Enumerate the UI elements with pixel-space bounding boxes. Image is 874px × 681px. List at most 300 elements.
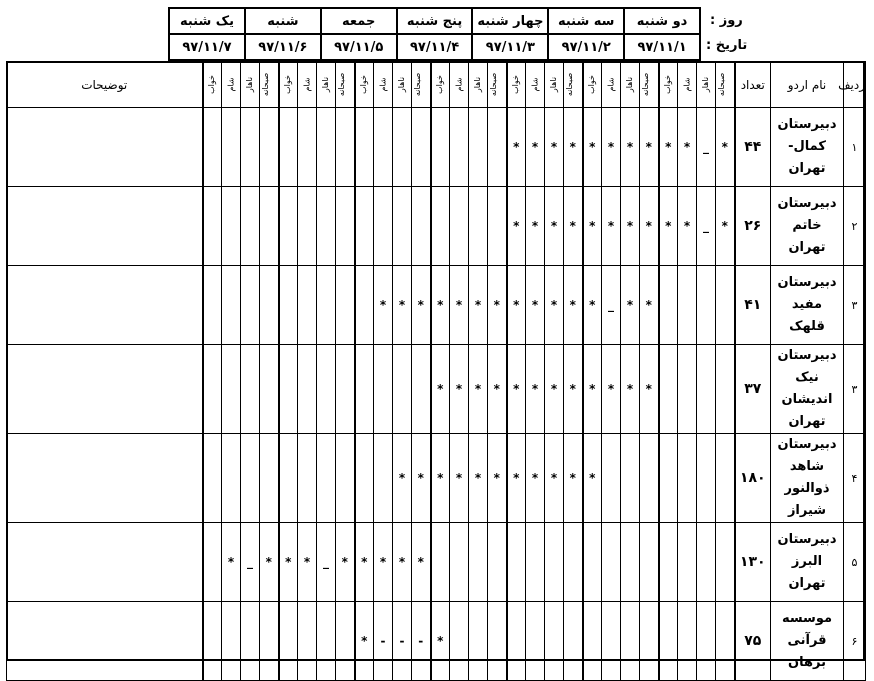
day-date: ۹۷/۱۱/۶ — [245, 34, 321, 60]
meal-mark — [716, 523, 735, 602]
meal-mark — [678, 345, 697, 434]
meal-mark — [450, 108, 469, 187]
camp-name: دبیرستان مفید قلهک — [771, 266, 844, 345]
meal-mark — [241, 434, 260, 523]
day-date: ۹۷/۱۱/۴ — [397, 34, 473, 60]
meal-mark — [697, 523, 716, 602]
camp-name: موسسه قرآنی برهان — [771, 602, 844, 681]
meal-mark — [678, 602, 697, 681]
meal-mark — [241, 345, 260, 434]
meal-header — [469, 62, 488, 108]
meal-header — [412, 62, 431, 108]
meal-mark: * — [355, 523, 374, 602]
meal-header-label: شام — [682, 77, 692, 92]
table-row — [7, 434, 866, 523]
day-names-row — [169, 8, 700, 34]
row-number: ۴ — [844, 434, 866, 523]
meal-mark: * — [659, 187, 678, 266]
meal-header — [583, 62, 602, 108]
meal-header-label: صبحانه — [641, 72, 651, 97]
meal-mark: _ — [697, 108, 716, 187]
meal-mark — [317, 345, 336, 434]
meal-mark — [203, 266, 222, 345]
meal-mark: * — [640, 345, 659, 434]
meal-mark: - — [374, 602, 393, 681]
meal-mark — [545, 523, 564, 602]
meal-mark: * — [583, 434, 602, 523]
day-name: یک شنبه — [169, 8, 245, 34]
meal-mark — [222, 602, 241, 681]
meal-mark — [298, 345, 317, 434]
meal-mark — [374, 108, 393, 187]
meal-mark — [659, 602, 678, 681]
meal-mark — [431, 108, 450, 187]
meal-mark — [412, 187, 431, 266]
participant-count: ۴۱ — [735, 266, 771, 345]
day-label: روز : — [710, 13, 743, 28]
meal-mark — [583, 523, 602, 602]
meal-mark — [279, 187, 298, 266]
meal-header-label: خواب — [511, 75, 521, 94]
meal-mark: * — [564, 434, 583, 523]
table-row — [7, 187, 866, 266]
meal-mark: _ — [241, 523, 260, 602]
camp-name: دبیرستان شاهد ذوالنور شیراز — [771, 434, 844, 523]
meal-mark — [526, 602, 545, 681]
meal-mark: * — [640, 266, 659, 345]
meal-mark — [336, 345, 355, 434]
meal-mark — [203, 187, 222, 266]
meal-mark — [469, 187, 488, 266]
meal-header — [507, 62, 526, 108]
table-row — [7, 602, 866, 681]
meal-mark: * — [469, 345, 488, 434]
meal-mark: * — [355, 602, 374, 681]
day-date-header — [168, 7, 701, 61]
meal-mark: * — [602, 345, 621, 434]
meal-header-label: خواب — [587, 75, 597, 94]
meal-mark — [222, 266, 241, 345]
meal-mark — [355, 266, 374, 345]
meal-mark: * — [279, 523, 298, 602]
meal-mark — [431, 187, 450, 266]
meal-mark: * — [545, 266, 564, 345]
meal-mark — [203, 345, 222, 434]
meal-mark — [526, 523, 545, 602]
meal-mark: * — [507, 434, 526, 523]
meal-mark — [659, 434, 678, 523]
meal-mark — [507, 602, 526, 681]
meal-mark: * — [507, 108, 526, 187]
meal-mark — [203, 108, 222, 187]
day-date: ۹۷/۱۱/۵ — [321, 34, 397, 60]
meal-mark — [241, 108, 260, 187]
meal-mark: * — [526, 266, 545, 345]
camp-name: دبیرستان خاتم تهران — [771, 187, 844, 266]
notes-cell — [7, 602, 203, 681]
meal-header-label: صبحانه — [261, 72, 271, 97]
meal-mark: * — [336, 523, 355, 602]
meal-mark: * — [450, 434, 469, 523]
meal-mark: * — [507, 266, 526, 345]
meal-mark — [716, 266, 735, 345]
table-row — [7, 266, 866, 345]
meal-mark: * — [526, 187, 545, 266]
meal-header — [317, 62, 336, 108]
meal-mark — [640, 434, 659, 523]
meal-mark — [222, 108, 241, 187]
notes-cell — [7, 108, 203, 187]
meal-mark — [317, 602, 336, 681]
meal-header — [393, 62, 412, 108]
meal-mark: * — [431, 266, 450, 345]
meal-mark — [279, 266, 298, 345]
day-name: پنج شنبه — [397, 8, 473, 34]
meal-mark — [241, 602, 260, 681]
meal-header-label: خواب — [283, 75, 293, 94]
meal-mark — [716, 434, 735, 523]
participant-count: ۱۳۰ — [735, 523, 771, 602]
day-name: شنبه — [245, 8, 321, 34]
meal-mark — [659, 266, 678, 345]
meal-mark: - — [393, 602, 412, 681]
meal-mark — [222, 187, 241, 266]
day-date: ۹۷/۱۱/۷ — [169, 34, 245, 60]
meal-mark — [488, 108, 507, 187]
meal-mark — [640, 523, 659, 602]
meal-mark — [678, 523, 697, 602]
meal-mark: * — [412, 266, 431, 345]
meal-mark: * — [716, 108, 735, 187]
dates-row — [169, 34, 700, 60]
meal-mark — [203, 523, 222, 602]
meal-header-label: صبحانه — [489, 72, 499, 97]
meal-mark — [659, 523, 678, 602]
meal-mark — [621, 523, 640, 602]
meal-mark — [336, 108, 355, 187]
meal-mark: * — [621, 108, 640, 187]
meal-mark — [222, 345, 241, 434]
meal-mark — [659, 345, 678, 434]
row-number: ۳ — [844, 266, 866, 345]
meal-mark: * — [640, 187, 659, 266]
meal-header — [431, 62, 450, 108]
count-header: تعداد — [735, 62, 771, 108]
meal-header — [640, 62, 659, 108]
meal-mark: * — [431, 434, 450, 523]
meal-mark — [545, 602, 564, 681]
meal-mark — [412, 108, 431, 187]
meal-mark: - — [412, 602, 431, 681]
meal-header — [621, 62, 640, 108]
meal-mark: * — [298, 523, 317, 602]
meal-mark — [469, 108, 488, 187]
meal-mark — [355, 187, 374, 266]
meal-mark — [279, 345, 298, 434]
meal-header-label: شام — [302, 77, 312, 92]
meal-header — [203, 62, 222, 108]
day-date: ۹۷/۱۱/۳ — [472, 34, 548, 60]
notes-cell — [7, 345, 203, 434]
participant-count: ۲۶ — [735, 187, 771, 266]
meal-mark: * — [583, 108, 602, 187]
meal-mark — [469, 523, 488, 602]
meal-mark — [488, 602, 507, 681]
day-name: دو شنبه — [624, 8, 700, 34]
meal-mark — [564, 602, 583, 681]
row-number: ۱ — [844, 108, 866, 187]
meal-mark: * — [716, 187, 735, 266]
meal-mark: * — [526, 434, 545, 523]
camp-name: دبیرستان البرز تهران — [771, 523, 844, 602]
meal-mark — [450, 602, 469, 681]
meal-mark: * — [583, 187, 602, 266]
meal-mark — [317, 108, 336, 187]
meal-mark: * — [469, 266, 488, 345]
meal-mark: * — [564, 345, 583, 434]
meal-mark — [393, 187, 412, 266]
meal-mark: * — [469, 434, 488, 523]
meal-mark: * — [507, 187, 526, 266]
notes-cell — [7, 266, 203, 345]
meal-mark — [602, 523, 621, 602]
meal-mark: * — [564, 108, 583, 187]
row-number: ۶ — [844, 602, 866, 681]
meal-mark — [298, 187, 317, 266]
table-row — [7, 523, 866, 602]
meal-header — [336, 62, 355, 108]
meal-mark: * — [526, 345, 545, 434]
meal-mark: * — [545, 108, 564, 187]
notes-header: توضیحات — [7, 62, 203, 108]
table-row — [7, 108, 866, 187]
meal-mark — [450, 187, 469, 266]
meal-mark: _ — [602, 266, 621, 345]
notes-cell — [7, 187, 203, 266]
participant-count: ۷۵ — [735, 602, 771, 681]
meal-mark: * — [640, 108, 659, 187]
meal-header — [659, 62, 678, 108]
meal-mark — [336, 187, 355, 266]
meal-mark — [374, 434, 393, 523]
meal-mark: * — [412, 523, 431, 602]
meal-mark — [317, 434, 336, 523]
meal-mark: * — [659, 108, 678, 187]
meal-mark — [355, 345, 374, 434]
day-name: چهار شنبه — [472, 8, 548, 34]
meal-mark — [317, 187, 336, 266]
meal-header — [697, 62, 716, 108]
meal-mark — [203, 434, 222, 523]
table-row — [7, 345, 866, 434]
meal-mark — [279, 602, 298, 681]
meal-mark — [279, 108, 298, 187]
day-name: سه شنبه — [548, 8, 624, 34]
meal-header-label: ناهار — [321, 76, 331, 93]
meal-mark: * — [507, 345, 526, 434]
meal-mark — [241, 187, 260, 266]
meal-mark — [716, 345, 735, 434]
meal-header-label: ناهار — [245, 76, 255, 93]
meal-mark — [298, 602, 317, 681]
meal-mark — [374, 345, 393, 434]
meal-mark: * — [545, 345, 564, 434]
meal-header — [716, 62, 735, 108]
meal-header-label: ناهار — [625, 76, 635, 93]
meal-header — [355, 62, 374, 108]
meal-mark — [374, 187, 393, 266]
meal-header — [564, 62, 583, 108]
meal-mark — [678, 266, 697, 345]
row-number: ۵ — [844, 523, 866, 602]
meal-mark — [298, 108, 317, 187]
meal-mark — [336, 602, 355, 681]
meal-mark — [393, 345, 412, 434]
camp-name: دبیرستان کمال- تهران — [771, 108, 844, 187]
notes-cell — [7, 523, 203, 602]
schedule-table — [6, 61, 866, 681]
meal-mark — [488, 187, 507, 266]
meal-header-label: صبحانه — [337, 72, 347, 97]
meal-mark — [621, 434, 640, 523]
meal-mark: * — [564, 266, 583, 345]
meal-header — [526, 62, 545, 108]
meal-header — [298, 62, 317, 108]
meal-mark: * — [393, 434, 412, 523]
meal-mark — [602, 602, 621, 681]
meal-mark — [431, 523, 450, 602]
column-header-row — [7, 62, 866, 108]
meal-mark — [222, 434, 241, 523]
meal-mark — [260, 266, 279, 345]
meal-header-label: شام — [606, 77, 616, 92]
row-number-header: ردیف — [844, 62, 866, 108]
meal-header — [450, 62, 469, 108]
meal-mark: * — [564, 187, 583, 266]
meal-mark: * — [621, 345, 640, 434]
row-number: ۲ — [844, 187, 866, 266]
meal-mark — [583, 602, 602, 681]
meal-mark — [640, 602, 659, 681]
meal-mark: * — [602, 187, 621, 266]
meal-mark: * — [431, 345, 450, 434]
meal-header — [241, 62, 260, 108]
meal-header-label: شام — [226, 77, 236, 92]
camp-name-header: نام اردو — [771, 62, 844, 108]
meal-mark — [298, 266, 317, 345]
meal-header — [602, 62, 621, 108]
meal-mark: * — [583, 266, 602, 345]
meal-mark: * — [545, 187, 564, 266]
meal-header-label: ناهار — [473, 76, 483, 93]
meal-mark — [279, 434, 298, 523]
camp-name: دبیرستان نیک اندیشان تهران — [771, 345, 844, 434]
meal-mark: * — [450, 266, 469, 345]
meal-header-label: ناهار — [701, 76, 711, 93]
meal-mark — [393, 108, 412, 187]
meal-mark — [355, 434, 374, 523]
meal-header — [488, 62, 507, 108]
notes-cell — [7, 434, 203, 523]
meal-mark — [260, 187, 279, 266]
meal-mark — [260, 602, 279, 681]
meal-mark: * — [488, 434, 507, 523]
meal-mark: * — [526, 108, 545, 187]
row-number: ۳ — [844, 345, 866, 434]
meal-mark — [260, 434, 279, 523]
meal-mark — [469, 602, 488, 681]
date-label: تاریخ : — [706, 38, 748, 53]
meal-mark — [621, 602, 640, 681]
participant-count: ۴۴ — [735, 108, 771, 187]
meal-mark — [716, 602, 735, 681]
meal-header-label: ناهار — [397, 76, 407, 93]
meal-mark: * — [393, 266, 412, 345]
meal-mark: * — [621, 266, 640, 345]
meal-mark — [260, 108, 279, 187]
meal-mark: * — [488, 345, 507, 434]
meal-header-label: ناهار — [549, 76, 559, 93]
meal-mark — [697, 434, 716, 523]
day-name: جمعه — [321, 8, 397, 34]
meal-mark — [241, 266, 260, 345]
meal-mark: * — [678, 187, 697, 266]
meal-header-label: شام — [530, 77, 540, 92]
meal-header-label: شام — [378, 77, 388, 92]
meal-mark — [678, 434, 697, 523]
meal-header — [260, 62, 279, 108]
meal-mark: * — [583, 345, 602, 434]
meal-header-label: شام — [454, 77, 464, 92]
meal-mark: * — [678, 108, 697, 187]
meal-mark: * — [374, 266, 393, 345]
meal-mark — [450, 523, 469, 602]
meal-header-label: صبحانه — [717, 72, 727, 97]
day-date: ۹۷/۱۱/۲ — [548, 34, 624, 60]
meal-mark — [260, 345, 279, 434]
meal-mark: * — [488, 266, 507, 345]
meal-header-label: صبحانه — [565, 72, 575, 97]
meal-mark: _ — [697, 187, 716, 266]
meal-mark — [697, 266, 716, 345]
meal-mark — [336, 434, 355, 523]
meal-header — [279, 62, 298, 108]
meal-header-label: خواب — [207, 75, 217, 94]
meal-mark: * — [374, 523, 393, 602]
meal-mark — [336, 266, 355, 345]
meal-mark: * — [431, 602, 450, 681]
meal-mark — [564, 523, 583, 602]
meal-mark: _ — [317, 523, 336, 602]
meal-mark — [412, 345, 431, 434]
meal-header-label: صبحانه — [413, 72, 423, 97]
meal-header — [222, 62, 241, 108]
meal-mark: * — [621, 187, 640, 266]
meal-header-label: خواب — [663, 75, 673, 94]
meal-mark — [697, 345, 716, 434]
meal-header-label: خواب — [435, 75, 445, 94]
meal-header-label: خواب — [359, 75, 369, 94]
meal-header — [374, 62, 393, 108]
meal-mark: * — [450, 345, 469, 434]
meal-mark: * — [222, 523, 241, 602]
meal-mark: * — [260, 523, 279, 602]
meal-mark — [298, 434, 317, 523]
meal-mark: * — [393, 523, 412, 602]
participant-count: ۱۸۰ — [735, 434, 771, 523]
meal-header — [545, 62, 564, 108]
meal-mark — [697, 602, 716, 681]
